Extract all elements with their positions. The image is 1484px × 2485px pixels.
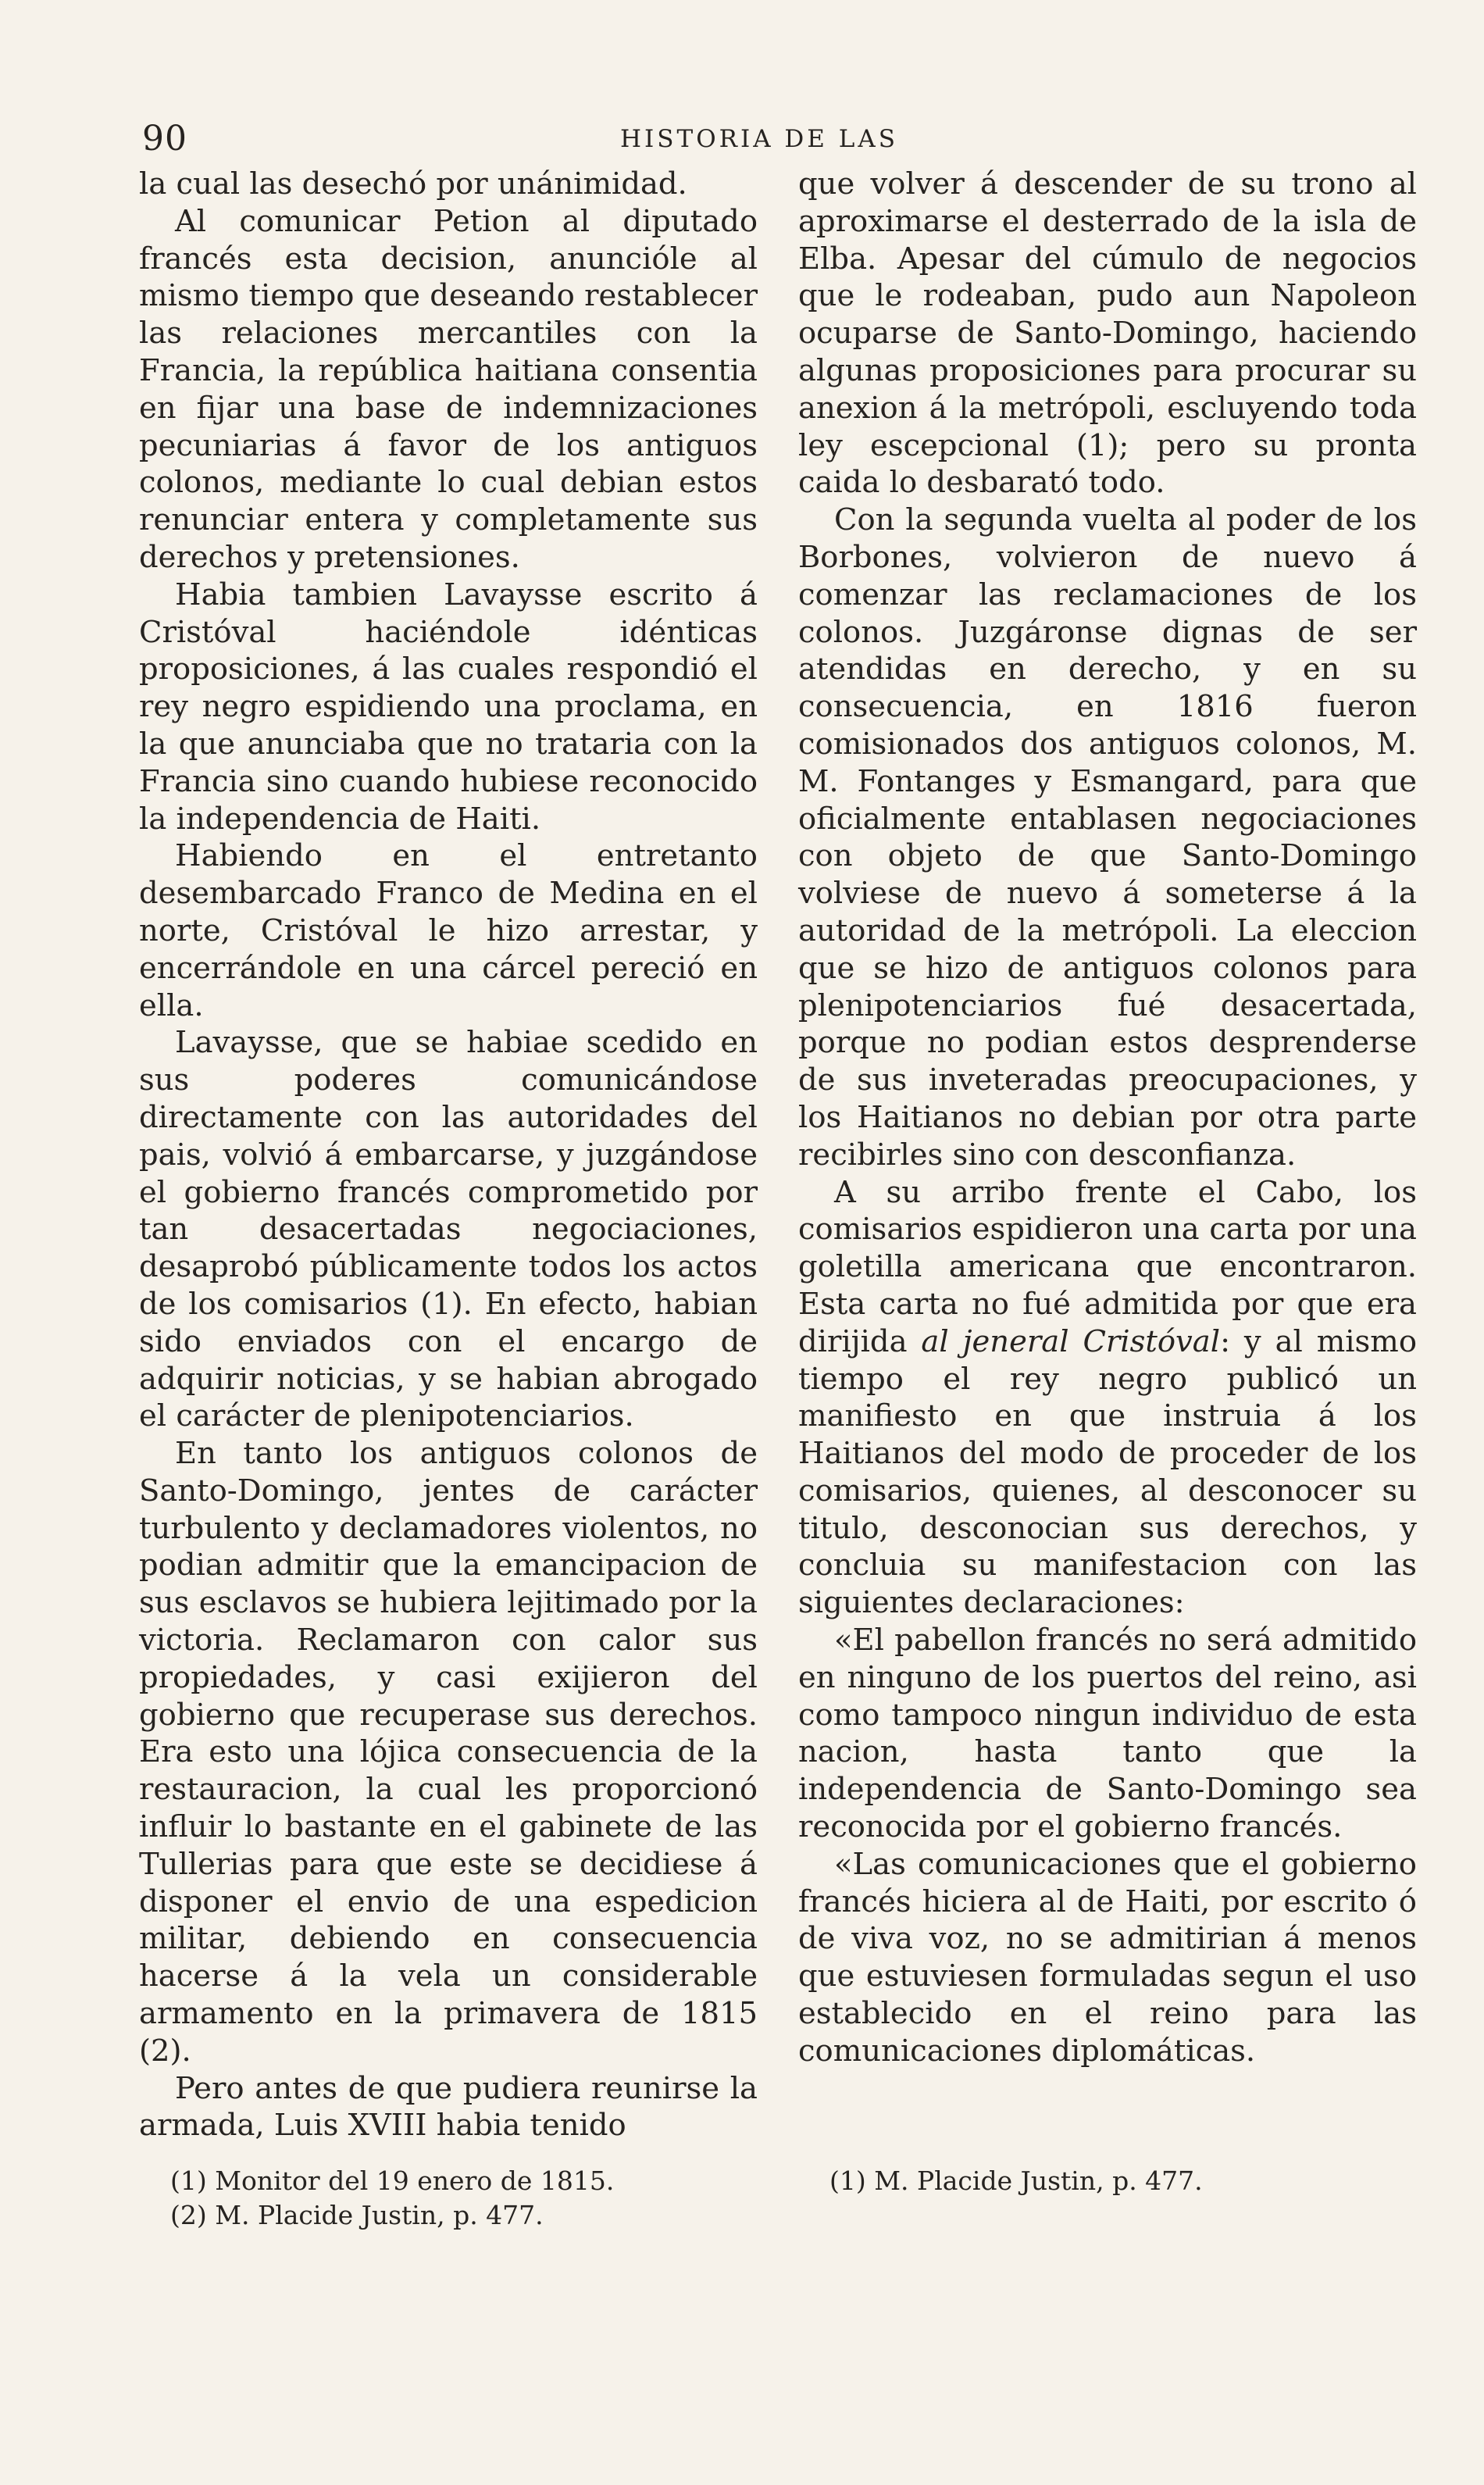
quoted-declaration: «Las comunicaciones que el gobierno francés hiciera al de Haiti, por escrito ó de viva voz, no se admitirian á menos que estuviesen formuladas segun el uso establecido en el reino para las comunicaciones diplomáticas. bbox=[798, 1846, 1417, 2069]
running-head: HISTORIA DE LAS bbox=[620, 125, 898, 153]
paragraph: Con la segunda vuelta al poder de los Borbones, volvieron de nuevo á comenzar las reclamaciones de los colonos. Juzgáronse dignas de ser atendidas en derecho, y en su consecuencia, en 1816 fueron comisionados dos antiguos colonos, M. M. Fontanges y Esmangard, para que oficialmente entablasen negociaciones con objeto de que Santo-Domingo volviese de nuevo á someterse á la autoridad de la metrópoli. La eleccion que se hizo de antiguos colonos para plenipotenciarios fué desacertada, porque no podian estos desprenderse de sus inveteradas preocupaciones, y los Haitianos no debian por otra parte recibirles sino con desconfianza. bbox=[798, 502, 1417, 1173]
paragraph: Al comunicar Petion al diputado francés esta decision, anuncióle al mismo tiempo que deseando restablecer las relaciones mercantiles con la Francia, la república haitiana consentia en fijar una base de indemnizaciones pecuniarias á favor de los antiguos colonos, mediante lo cual debian estos renunciar entera y completamente sus derechos y pretensiones. bbox=[139, 203, 758, 575]
footnote: (2) M. Placide Justin, p. 477. bbox=[170, 2200, 544, 2230]
footnotes-right bbox=[829, 2164, 1448, 2198]
right-column bbox=[798, 166, 1417, 2070]
footnote: (1) M. Placide Justin, p. 477. bbox=[829, 2165, 1203, 2196]
page-header bbox=[142, 116, 1484, 162]
paragraph: Pero antes de que pudiera reunirse la armada, Luis XVIII habia tenido bbox=[139, 2070, 758, 2144]
paragraph: Habia tambien Lavaysse escrito á Cristóval haciéndole idénticas proposiciones, á las cuales respondió el rey negro espidiendo una proclama, en la que anunciaba que no trataria con la Francia sino cuando hubiese reconocido la independencia de Haiti. bbox=[139, 577, 758, 837]
paragraph: Habiendo en el entretanto desembarcado Franco de Medina en el norte, Cristóval le hizo arrestar, y encerrándole en una cárcel pereció en ella. bbox=[139, 838, 758, 1023]
paragraph-text: : y al mismo tiempo el rey negro publicó un manifiesto en que instruia á los Haitianos del modo de proceder de los comisarios, quienes, al desconocer su titulo, desconocian sus derechos, y concluia su manifestacion con las siguientes declaraciones: bbox=[798, 1323, 1417, 1621]
quoted-declaration: «El pabellon francés no será admitido en ninguno de los puertos del reino, asi como tampoco ningun individuo de esta nacion, hasta tanto que la independencia de Santo-Domingo sea reconocida por el gobierno francés. bbox=[798, 1623, 1417, 1845]
paragraph: Lavaysse, que se habiae scedido en sus poderes comunicándose directamente con las autoridades del pais, volvió á embarcarse, y juzgándose el gobierno francés comprometido por tan desacertadas negociaciones, desaprobó públicamente todos los actos de los comisarios (1). En efecto, habian sido enviados con el encargo de adquirir noticias, y se habian abrogado el carácter de plenipotenciarios. bbox=[139, 1025, 758, 1434]
paragraph: En tanto los antiguos colonos de Santo-Domingo, jentes de carácter turbulento y declamadores violentos, no podian admitir que la emancipacion de sus esclavos se hubiera lejitimado por la victoria. Reclamaron con calor sus propiedades, y casi exijieron del gobierno que recuperase sus derechos. Era esto una lójica consecuencia de la restauracion, la cual les proporcionó influir lo bastante en el gabinete de las Tullerias para que este se decidiese á disponer el envio de una espedicion militar, debiendo en consecuencia hacerse á la vela un considerable armamento en la primavera de 1815 (2). bbox=[139, 1436, 758, 2069]
page-number: 90 bbox=[142, 119, 187, 159]
left-column bbox=[139, 166, 758, 2144]
italic-addressee: al jeneral Cristóval bbox=[921, 1323, 1221, 1359]
footnotes-left bbox=[170, 2164, 789, 2233]
paragraph: que volver á descender de su trono al aproximarse el desterrado de la isla de Elba. Apesar del cúmulo de negocios que le rodeaban, pudo aun Napoleon ocuparse de Santo-Domingo, haciendo algunas proposiciones para procurar su anexion á la metrópoli, escluyendo toda ley escepcional (1); pero su pronta caida lo desbarató todo. bbox=[798, 166, 1417, 501]
paragraph-text: A su arribo frente el Cabo, los comisarios espidieron una carta por una goletilla americana que encontraron. Esta carta no fué admitida por que era dirijida bbox=[798, 1174, 1417, 1359]
footnote: (1) Monitor del 19 enero de 1815. bbox=[170, 2165, 615, 2196]
paragraph bbox=[798, 1174, 1417, 1623]
paragraph: la cual las desechó por unánimidad. bbox=[139, 166, 687, 202]
